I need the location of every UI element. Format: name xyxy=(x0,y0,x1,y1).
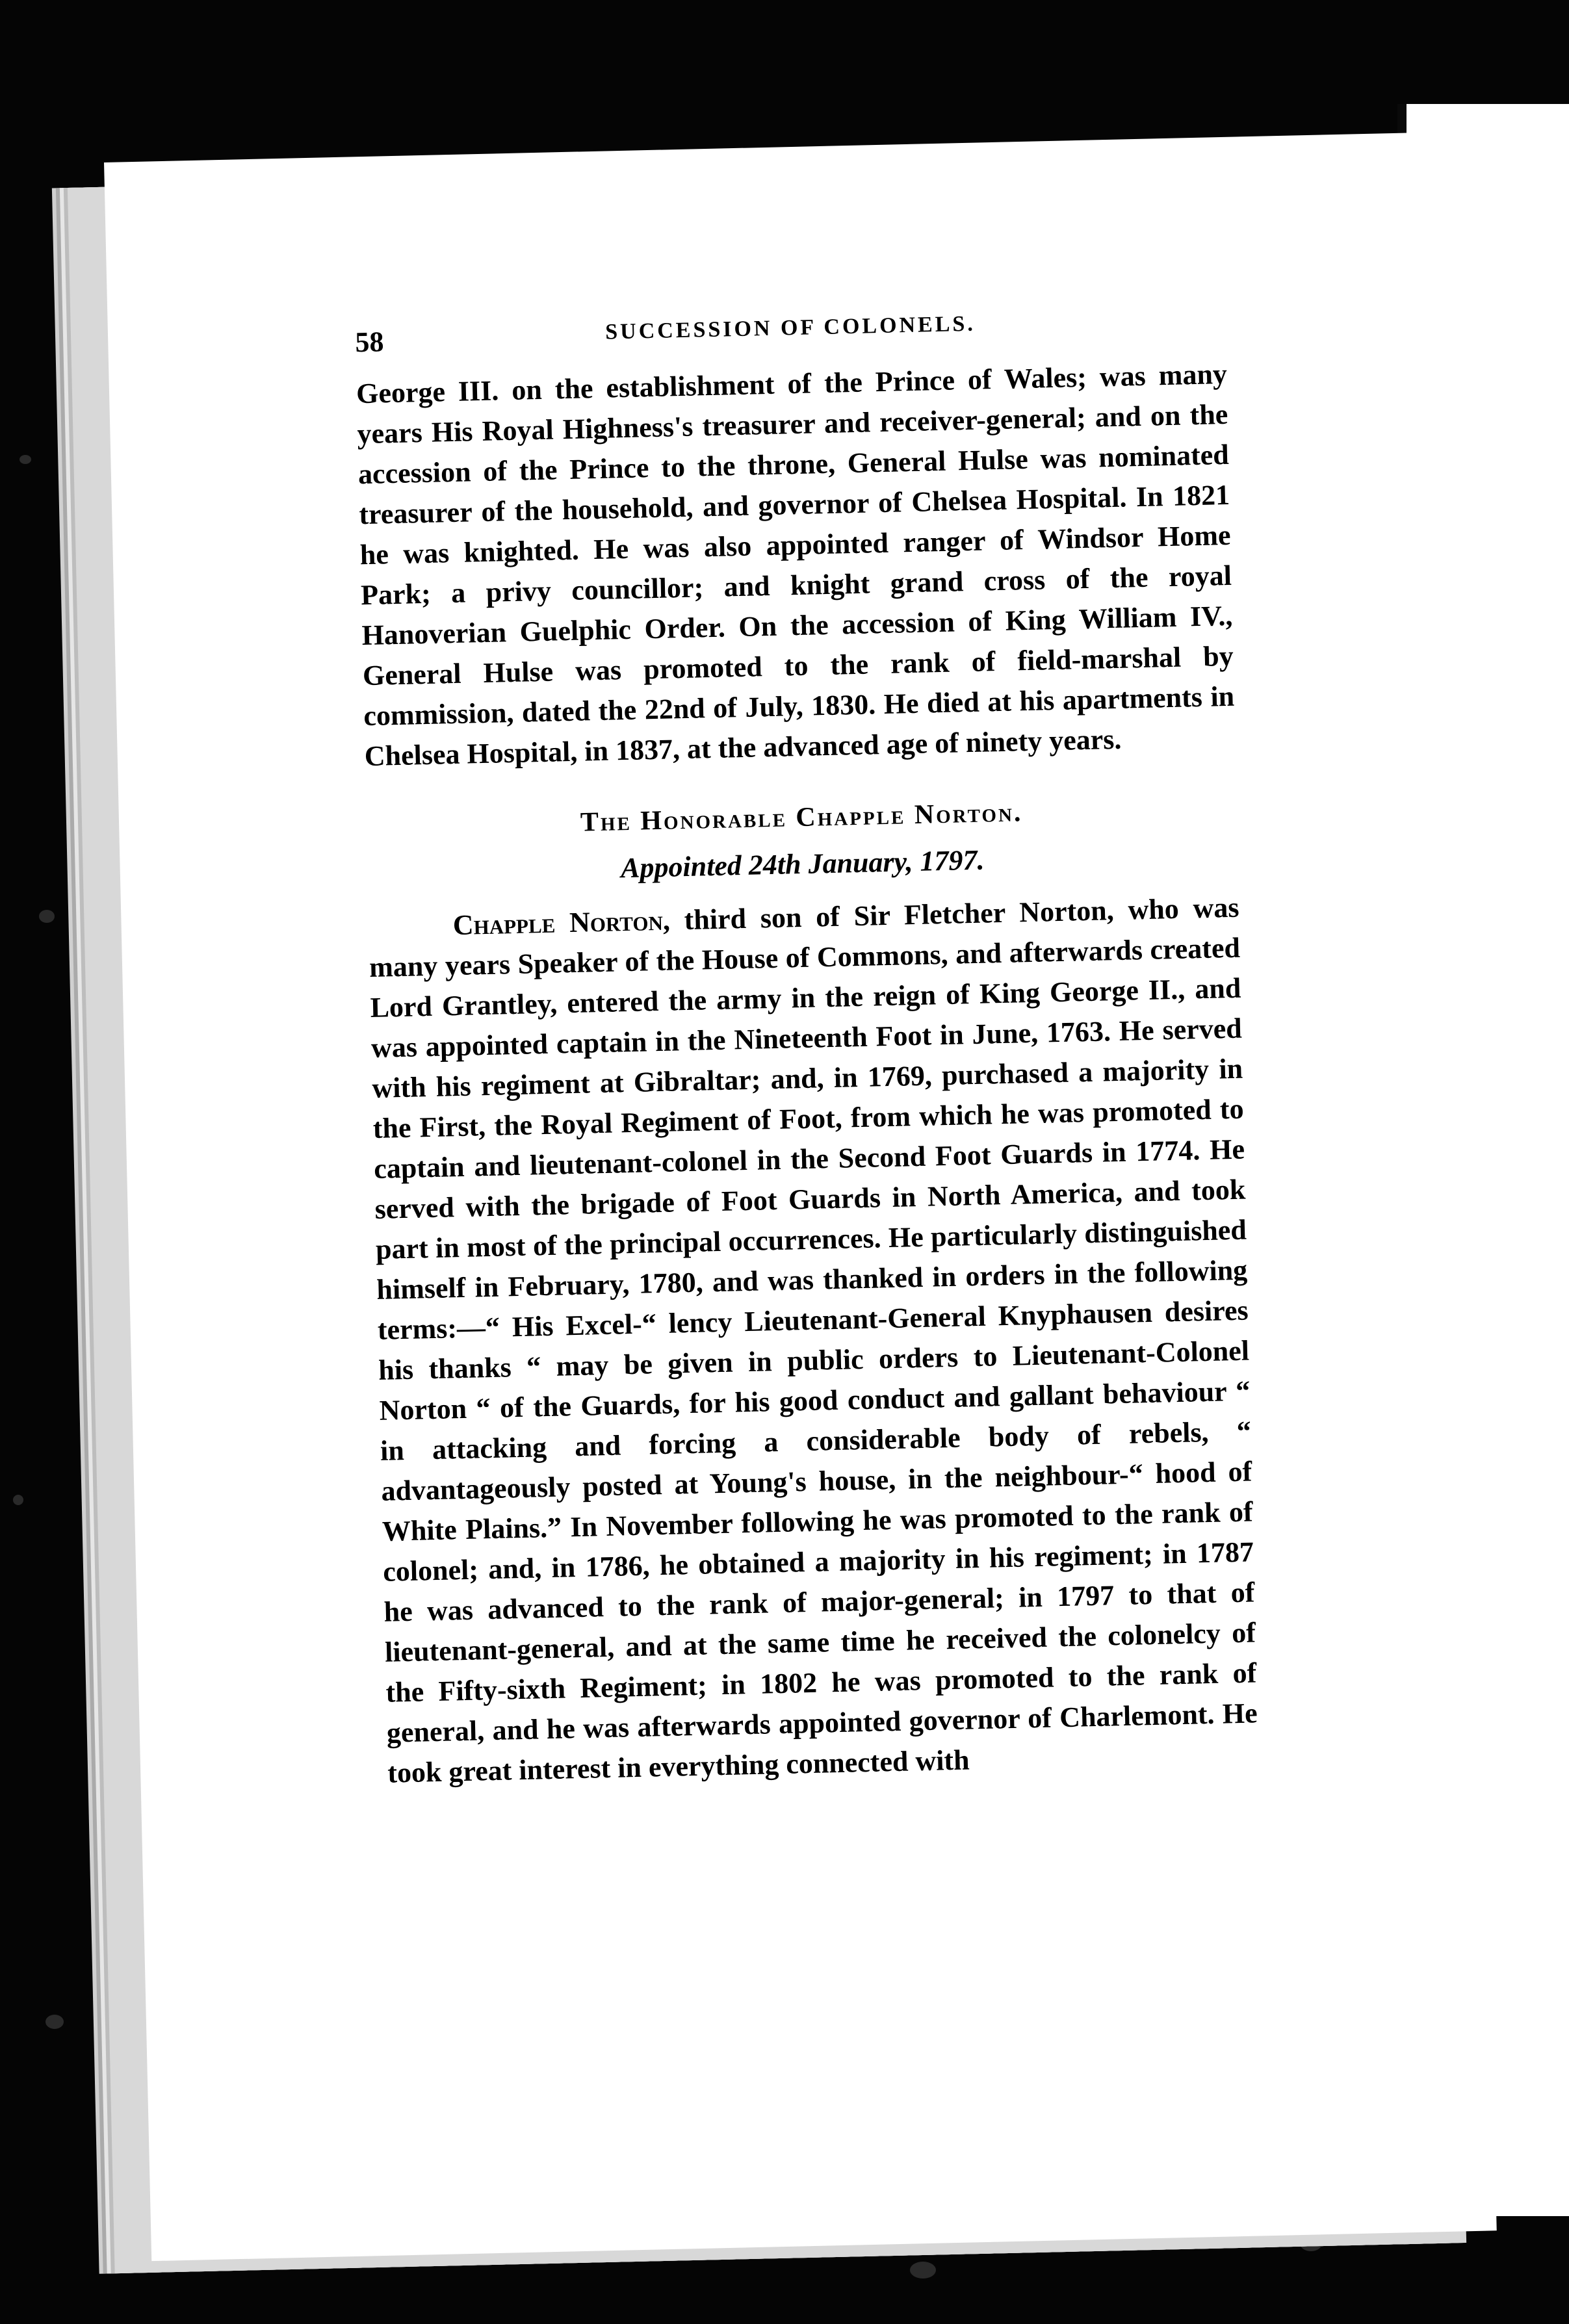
biography-paragraph xyxy=(368,888,1259,1794)
scan-speckle xyxy=(910,2262,936,2279)
page-number: 58 xyxy=(354,326,384,359)
paragraph-lead: Chapple Norton, xyxy=(452,904,671,942)
scan-speckle xyxy=(19,455,31,464)
paragraph-text: third son of Sir Fletcher Norton, who was many years Speaker of the House of Commons, and afterwards created Lord Grantley, entered the army in the reign of King George II., and was appointed captain in the Nineteenth Foot in June, 1763. He served with his regiment at Gibraltar; and, in 1769, purchased a majority in the First, the Royal Regiment of Foot, from which he was promoted to captain and lieutenant-colonel in the Second Foot Guards in 1774. He served with the brigade of Foot Guards in North America, and took part in most of the principal occurrences. He particularly distinguished himself in February, 1780, and was thanked in orders in the following terms:—“ His Excel-“ lency Lieutenant-General Knyphausen desires his thanks “ may be given in public orders to Lieutenant-Colonel Norton “ of the Guards, for his good conduct and gallant behaviour “ in attacking and forcing a considerable body of rebels, “ advantageously posted at Young's house, in the neighbour-“ hood of White Plains.” In November following he was promoted to the rank of colonel; and, in 1786, he obtained a majority in his regiment; in 1787 he was advanced to the rank of major-general; in 1797 to that of lieutenant-general, and at the same time he received the colonelcy of the Fifty-sixth Regiment; in 1802 he was promoted to the rank of general, and he was afterwards appointed governor of Charlemont. He took great interest in everything connected with xyxy=(369,891,1258,1789)
book-page xyxy=(104,132,1497,2261)
running-head: SUCCESSION OF COLONELS. xyxy=(604,311,976,344)
scan-speckle xyxy=(39,910,55,923)
scan-speckle xyxy=(45,2015,64,2029)
section-subtitle: Appointed 24th January, 1797. xyxy=(620,844,985,884)
page-content xyxy=(355,306,1259,1794)
continued-paragraph: George III. on the establishment of the Prince of Wales; was many years His Royal Highness's treasurer and receiver-general; and on the accession of the Prince to the throne, General Hulse was nominated treasurer of the household, and governor of Chelsea Hospital. In 1821 he was knighted. He was also appointed ranger of Windsor Home Park; a privy councillor; and knight grand cross of the royal Hanoverian Guelphic Order. On the accession of King William IV., General Hulse was promoted to the rank of field-marshal by commission, dated the 22nd of July, 1830. He died at his apartments in Chelsea Hospital, in 1837, at the advanced age of ninety years. xyxy=(356,357,1235,773)
scan-speckle xyxy=(13,1495,23,1505)
section-title: The Honorable Chapple Norton. xyxy=(580,797,1023,838)
